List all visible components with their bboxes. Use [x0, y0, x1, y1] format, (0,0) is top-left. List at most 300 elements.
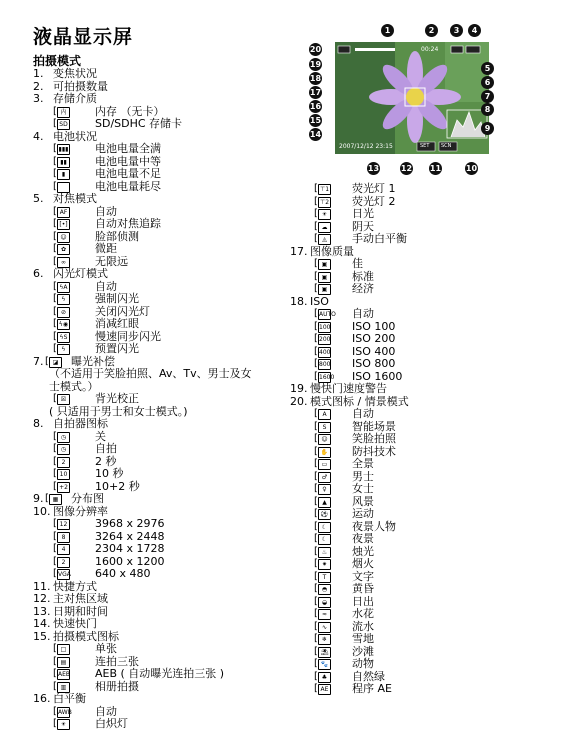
item-number: 11.: [33, 579, 51, 593]
date-readout: 2007/12/12 23:15: [339, 143, 393, 150]
list-item: [33, 343, 303, 356]
bracket-mark: [: [53, 118, 57, 129]
list-item: [33, 368, 303, 381]
item-text: 防抖技术: [352, 444, 396, 458]
list-item: [33, 631, 303, 644]
item-text: ISO 400: [352, 344, 396, 358]
list-item: [33, 156, 303, 169]
bracket-mark: [: [53, 655, 57, 667]
callout-18: 18: [309, 74, 322, 83]
mode-icon: ϟS: [57, 332, 70, 343]
mode-icon: 1600: [319, 373, 335, 381]
mode-icon: [•]: [57, 219, 70, 230]
mode-icon: ☒: [57, 394, 70, 405]
item-number: 8.: [33, 417, 44, 430]
item-text: 对焦模式: [53, 192, 97, 205]
mode-icon: AE: [318, 684, 331, 695]
list-item: [290, 596, 560, 609]
bracket-mark: [: [314, 283, 318, 294]
item-text: 内存 （无卡）: [95, 104, 165, 118]
bracket-mark: [: [314, 308, 318, 319]
list-item: [33, 568, 303, 581]
mode-icon: S: [318, 422, 331, 433]
item-text: 关闭闪光灯: [95, 304, 150, 318]
mode-icon: ▥: [57, 682, 70, 693]
item-text: 电池电量全满: [95, 142, 161, 155]
item-text: 自动: [352, 407, 374, 420]
bracket-mark: [: [53, 105, 57, 117]
bracket-mark: [: [53, 305, 57, 317]
item-text: 自动: [95, 704, 117, 718]
item-text: 自拍: [95, 442, 117, 455]
mode-icon: ☀: [318, 209, 331, 220]
mode-icon: ♣: [318, 672, 331, 683]
list-item: [290, 308, 560, 321]
callout-3: 3: [450, 24, 463, 37]
item-text: 自动对焦追踪: [95, 217, 161, 230]
bracket-mark: [: [53, 180, 57, 192]
bracket-mark: [: [53, 330, 57, 342]
mode-icon: ◷: [57, 444, 70, 455]
bracket-mark: [: [314, 195, 318, 207]
bracket-mark: [: [314, 670, 318, 682]
bracket-mark: [: [314, 370, 318, 382]
bracket-mark: [: [53, 243, 57, 254]
item-text: 动物: [352, 657, 374, 670]
list-item: [33, 193, 303, 206]
mode-icon: AF: [57, 207, 70, 218]
bracket-mark: [: [314, 495, 318, 507]
mode-icon: 4: [57, 544, 70, 555]
item-text: 1600 x 1200: [95, 554, 165, 568]
item-text: 闪光灯模式: [53, 267, 108, 280]
mode-icon: ϟ: [57, 294, 70, 305]
mode-icon: T: [318, 572, 331, 583]
mode-icon: ♨: [318, 547, 331, 558]
list-item: [33, 118, 303, 131]
item-number: 14.: [33, 617, 51, 630]
item-text: 电池电量不足: [95, 167, 161, 180]
list-item: [33, 381, 303, 394]
list-item: [33, 718, 303, 731]
item-text: 自动: [95, 204, 117, 218]
bracket-mark: [: [314, 633, 318, 644]
mode-icon: ◬: [318, 234, 331, 245]
mode-icon: AWB: [58, 708, 72, 716]
mode-icon: AEB: [58, 671, 71, 678]
item-text: 荧光灯 1: [352, 182, 396, 195]
mode-icon: AUTO: [319, 311, 336, 318]
mode-icon: ▣: [318, 284, 331, 295]
bracket-mark: [: [314, 620, 318, 632]
list-item: [290, 458, 560, 471]
item-number: 5.: [33, 192, 44, 205]
bracket-mark: [: [314, 345, 318, 357]
bracket-mark: [: [53, 680, 57, 692]
time-readout: 00:24: [421, 46, 439, 53]
list-item: [290, 508, 560, 521]
item-text: 存储介质: [53, 92, 97, 105]
bracket-mark: [: [53, 280, 57, 292]
mode-icon: 12: [57, 519, 70, 530]
item-text: 2 秒: [95, 454, 117, 468]
right-column: [290, 183, 560, 696]
left-column: [33, 68, 303, 731]
bracket-mark: [: [314, 208, 318, 219]
item-text: 分布图: [71, 492, 104, 505]
item-text: 夜景人物: [352, 519, 396, 533]
list-item: [290, 271, 560, 284]
mode-icon: ϟA: [57, 282, 70, 293]
set-label: SET: [420, 143, 430, 149]
mode-icon: ▮▮: [57, 157, 70, 168]
mode-icon: ◓: [318, 584, 331, 595]
callout-6: 6: [481, 76, 494, 89]
list-item: [290, 446, 560, 459]
item-text: 10+2 秒: [95, 479, 140, 493]
item-text: 拍摄模式图标: [53, 629, 119, 643]
mode-icon: ▣: [318, 259, 331, 270]
bracket-mark: [: [53, 480, 57, 492]
lcd-screen: [335, 42, 489, 154]
list-item: [33, 618, 303, 631]
bracket-mark: [: [53, 318, 57, 329]
list-item: [33, 643, 303, 656]
list-item: [33, 331, 303, 344]
lcd-illustration: [305, 24, 495, 184]
bracket-mark: [: [314, 420, 318, 432]
item-text: 可拍摄数量: [53, 79, 108, 93]
list-item: [290, 608, 560, 621]
list-item: [33, 206, 303, 219]
list-item: [290, 321, 560, 334]
list-item: [290, 296, 560, 309]
bracket-mark: [: [53, 718, 57, 729]
list-item: [33, 231, 303, 244]
list-item: [290, 558, 560, 571]
callout-4: 4: [468, 24, 481, 37]
mode-icon: ▲: [318, 497, 331, 508]
item-text: 全景: [352, 457, 374, 470]
bracket-mark: [: [314, 608, 318, 619]
item-text: 烛光: [352, 544, 374, 558]
bracket-mark: [: [53, 218, 57, 229]
list-item: [290, 546, 560, 559]
bracket-mark: [: [314, 270, 318, 282]
mode-icon: ☁: [318, 222, 331, 233]
item-text: 连拍三张: [95, 654, 139, 668]
bracket-mark: [: [314, 333, 318, 344]
mode-icon: 2: [57, 457, 70, 468]
item-number: 3.: [33, 92, 44, 105]
list-item: [290, 496, 560, 509]
mode-icon: SD: [57, 119, 70, 130]
mode-icon: 10: [57, 469, 70, 480]
bracket-mark: [: [314, 358, 318, 369]
item-text: 流水: [352, 619, 374, 633]
item-text: 水花: [352, 607, 374, 620]
list-item: [33, 393, 303, 406]
mode-icon: [57, 182, 70, 193]
list-item: [290, 358, 560, 371]
callout-13: 13: [367, 164, 380, 173]
item-number: 13.: [33, 604, 51, 618]
list-item: [33, 68, 303, 81]
bracket-mark: [: [314, 658, 318, 669]
page-title: 液晶显示屏: [33, 26, 134, 48]
item-text: 变焦状况: [53, 67, 97, 80]
mode-icon: ◷: [57, 432, 70, 443]
mode-icon: 100: [319, 323, 331, 331]
mode-icon: 2: [57, 557, 70, 568]
list-item: [290, 258, 560, 271]
bracket-mark: [: [314, 258, 318, 269]
item-text: 3968 x 2976: [95, 517, 165, 530]
bracket-mark: [: [314, 583, 318, 594]
list-item: [33, 306, 303, 319]
bracket-mark: [: [314, 595, 318, 607]
item-text: 电池电量中等: [95, 154, 161, 168]
list-item: [290, 646, 560, 659]
bracket-mark: [: [314, 683, 318, 694]
list-item: [290, 571, 560, 584]
mode-icon: ϟ: [57, 344, 70, 355]
item-text: 烟火: [352, 557, 374, 570]
bracket-mark: [: [314, 558, 318, 569]
item-text: 快捷方式: [53, 579, 97, 593]
bracket-mark: [: [45, 493, 49, 504]
list-item: [290, 408, 560, 421]
item-text: 2304 x 1728: [95, 542, 165, 555]
callout-10: 10: [465, 164, 478, 173]
list-item: [290, 433, 560, 446]
item-text: 模式图标 / 情景模式: [310, 394, 409, 408]
bracket-mark: [: [314, 320, 318, 332]
list-item: [33, 543, 303, 556]
item-number: 2.: [33, 79, 44, 93]
mode-icon: ☾: [318, 534, 331, 545]
list-item: [33, 131, 303, 144]
item-text: 背光校正: [95, 392, 139, 405]
item-text: 黄昏: [352, 582, 374, 595]
list-item: [33, 418, 303, 431]
bracket-mark: [: [53, 530, 57, 542]
item-text: 自动: [352, 307, 374, 320]
item-text: 笑脸拍照: [352, 432, 396, 445]
list-item: [33, 243, 303, 256]
item-text: ISO: [310, 294, 329, 308]
item-text: 白炽灯: [95, 717, 128, 730]
mode-icon: +2: [57, 482, 70, 493]
bracket-mark: [: [53, 518, 57, 529]
item-text: ISO 800: [352, 357, 396, 370]
item-number: 20.: [290, 394, 308, 408]
list-item: [33, 456, 303, 469]
item-text: 10 秒: [95, 467, 124, 480]
item-text: 脸部侦测: [95, 229, 139, 243]
list-item: [290, 471, 560, 484]
item-text: 文字: [352, 569, 374, 583]
item-text: 自然绿: [352, 669, 385, 683]
item-text: 强制闪光: [95, 292, 139, 305]
bracket-mark: [: [53, 155, 57, 167]
list-item: [290, 333, 560, 346]
bracket-mark: [: [314, 183, 318, 194]
mode-icon: ♀: [318, 484, 331, 495]
item-number: 18.: [290, 294, 308, 308]
mode-icon: ▣: [318, 272, 331, 283]
list-item: [290, 421, 560, 434]
mode-icon: ☀: [57, 719, 70, 730]
item-text: 程序 AE: [352, 682, 392, 695]
mode-icon: ⊘: [57, 307, 70, 318]
mode-icon: ⛱: [318, 647, 331, 658]
item-number: 17.: [290, 244, 308, 258]
list-item: [290, 246, 560, 259]
mode-icon: ⚽: [318, 509, 331, 520]
item-number: 1.: [33, 67, 44, 80]
item-text: 慢速同步闪光: [95, 329, 161, 343]
list-item: [33, 493, 303, 506]
mode-icon: ▮▮▮: [58, 146, 69, 153]
bracket-mark: [: [314, 545, 318, 557]
item-text: 沙滩: [352, 644, 374, 658]
item-number: 15.: [33, 629, 51, 643]
item-text: 主对焦区域: [53, 592, 108, 605]
bracket-mark: [: [53, 430, 57, 442]
list-item: [33, 693, 303, 706]
mode-icon: ✷: [318, 559, 331, 570]
list-item: [33, 218, 303, 231]
item-text: 电池状况: [53, 129, 97, 143]
callout-19: 19: [309, 60, 322, 69]
bracket-mark: [: [53, 543, 57, 554]
mode-icon: 800: [319, 361, 331, 368]
mode-icon: VGA: [58, 571, 71, 578]
item-text: ISO 1600: [352, 369, 403, 383]
item-text: 风景: [352, 494, 374, 508]
bracket-mark: [: [314, 233, 318, 244]
bracket-mark: [: [53, 205, 57, 217]
item-text: 关: [95, 429, 106, 443]
item-text: 曝光补偿: [71, 354, 115, 368]
bracket-mark: [: [314, 458, 318, 469]
list-item: [33, 668, 303, 681]
section-subtitle: 拍摄模式: [33, 54, 82, 68]
bracket-mark: [: [314, 645, 318, 657]
item-number: 6.: [33, 267, 44, 280]
bracket-mark: [: [314, 408, 318, 419]
callout-1: 1: [381, 24, 394, 37]
list-item: [290, 521, 560, 534]
list-item: [290, 208, 560, 221]
scn-label: SCN: [441, 143, 452, 149]
item-text: 标准: [352, 269, 374, 283]
item-text: ISO 100: [352, 319, 396, 333]
callout-2: 2: [425, 24, 438, 37]
bracket-mark: [: [53, 443, 57, 454]
item-text: SD/SDHC 存储卡: [95, 117, 183, 130]
callout-7: 7: [481, 90, 494, 103]
item-text: 相册拍摄: [95, 679, 139, 693]
item-number: 4.: [33, 129, 44, 143]
bracket-mark: [: [314, 508, 318, 519]
mode-icon: 🐾: [318, 659, 331, 670]
list-item: [290, 283, 560, 296]
mode-icon: ⊤1: [319, 186, 330, 193]
list-item: [33, 531, 303, 544]
list-item: [290, 533, 560, 546]
mode-icon: □: [57, 644, 70, 655]
callout-9: 9: [481, 122, 494, 135]
flower-photo: [335, 42, 489, 154]
bracket-mark: [: [53, 643, 57, 654]
mode-icon: ◪: [49, 357, 62, 368]
item-number: 7.: [33, 354, 44, 368]
item-text: 电池电量耗尽: [95, 179, 161, 193]
item-number: 12.: [33, 592, 51, 605]
list-item: [290, 383, 560, 396]
item-text: 单张: [95, 642, 117, 655]
list-item: [33, 556, 303, 569]
bracket-mark: [: [53, 468, 57, 479]
item-text: 女士: [352, 482, 374, 495]
list-item: [290, 671, 560, 684]
list-item: [290, 658, 560, 671]
list-item: [33, 506, 303, 519]
list-item: [33, 593, 303, 606]
callout-14: 14: [309, 130, 322, 139]
mode-icon: ∞: [57, 257, 70, 268]
item-text: AEB ( 自动曝光连拍三张 ): [95, 667, 225, 680]
callout-5: 5: [481, 62, 494, 75]
bracket-mark: [: [53, 230, 57, 242]
item-number: 19.: [290, 382, 308, 395]
mode-icon: ✿: [57, 244, 70, 255]
item-text: 图像分辨率: [53, 504, 108, 518]
list-item: [33, 318, 303, 331]
list-item: [290, 183, 560, 196]
bracket-mark: [: [314, 483, 318, 494]
item-text: 日期和时间: [53, 604, 108, 618]
item-text: 图像质量: [310, 244, 354, 258]
item-text: 士模式。）: [49, 379, 99, 393]
item-text: 白平衡: [53, 692, 86, 705]
mode-icon: ✋: [318, 447, 331, 458]
mode-icon: ≈: [318, 609, 331, 620]
list-item: [33, 293, 303, 306]
callout-15: 15: [309, 116, 322, 125]
item-text: 自拍器图标: [53, 417, 108, 430]
list-item: [290, 233, 560, 246]
bracket-mark: [: [53, 255, 57, 267]
callout-11: 11: [429, 164, 442, 173]
bracket-mark: [: [53, 555, 57, 567]
list-item: [33, 268, 303, 281]
list-item: [33, 706, 303, 719]
bracket-mark: [: [314, 533, 318, 544]
list-item: [290, 221, 560, 234]
bracket-mark: [: [53, 168, 57, 179]
item-text: 阴天: [352, 219, 374, 233]
mode-icon: ▮: [57, 169, 70, 180]
list-item: [290, 583, 560, 596]
mode-icon: ♂: [318, 472, 331, 483]
list-item: [33, 443, 303, 456]
mode-icon: ▭: [318, 459, 331, 470]
item-number: 10.: [33, 504, 51, 518]
item-number: 9.: [33, 492, 44, 505]
